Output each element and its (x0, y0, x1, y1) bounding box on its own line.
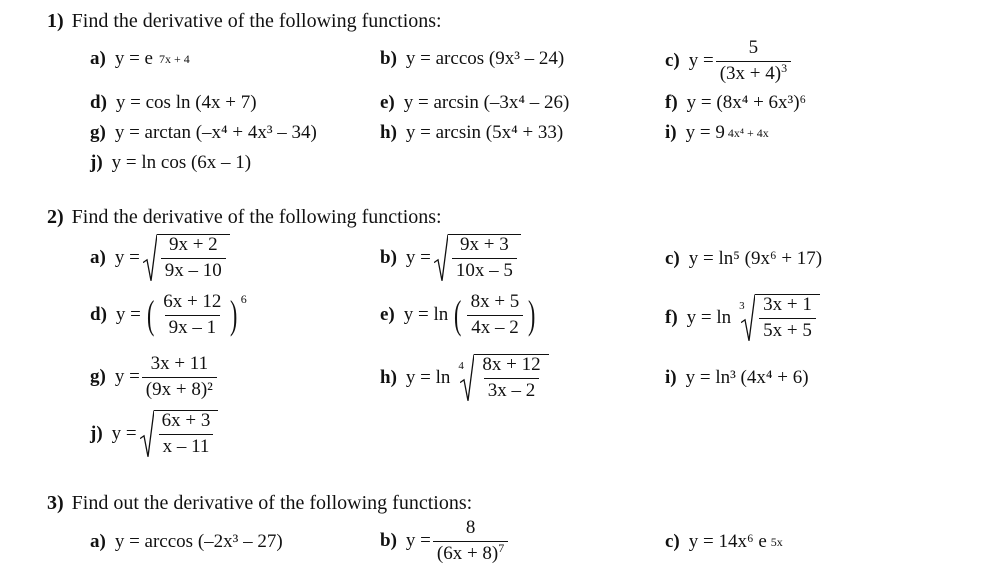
problem-2c (665, 248, 822, 270)
problem-label: i) (665, 122, 677, 143)
problem-2f (665, 294, 820, 342)
problem-label: a) (90, 48, 106, 69)
problem-label: d) (90, 92, 107, 113)
numerator: 8 (465, 517, 476, 538)
section-number: 3) (47, 492, 64, 514)
equation: y = ln⁵ (9x⁶ + 17) (688, 248, 823, 269)
cube-root (741, 294, 820, 342)
numerator: 8x + 5 (470, 291, 520, 312)
equation-lhs: y = ln (405, 366, 451, 388)
denominator: 5x + 5 (759, 318, 816, 342)
problem-label: b) (380, 246, 397, 268)
problem-label: b) (380, 530, 397, 552)
numerator: 3x + 11 (150, 353, 209, 374)
problem-1j (90, 152, 251, 174)
problem-1g (90, 122, 317, 144)
denominator: 4x – 2 (467, 315, 523, 339)
problem-2i (665, 367, 809, 389)
equation: y = arcsin (5x⁴ + 33) (405, 122, 564, 143)
equation: y = arccos (–2x³ – 27) (114, 531, 283, 552)
section-1-title (47, 10, 442, 33)
numerator: 5 (748, 37, 759, 58)
equation-lhs: y = 9 (685, 122, 725, 143)
problem-2e (380, 292, 539, 339)
problem-label: e) (380, 92, 395, 113)
problem-label: j) (90, 422, 103, 444)
problem-label: c) (665, 50, 680, 72)
root-index: 3 (739, 300, 745, 312)
equation: y = cos ln (4x + 7) (115, 92, 257, 113)
problem-label: h) (380, 122, 397, 143)
problem-label: b) (380, 48, 397, 69)
fraction (433, 518, 508, 565)
equation-lhs: y = ln (403, 304, 449, 326)
problem-label: h) (380, 366, 397, 388)
numerator: 6x + 3 (161, 410, 211, 431)
equation: y = ln cos (6x – 1) (111, 152, 252, 173)
numerator: 9x + 2 (168, 234, 218, 255)
problem-label: i) (665, 367, 677, 388)
exponent: 6 (240, 292, 247, 306)
problem-2h (380, 354, 549, 402)
numerator: 8x + 12 (482, 354, 541, 375)
fraction (142, 354, 217, 401)
equation-lhs: y = (111, 422, 137, 444)
section-instruction: Find out the derivative of the following functions: (71, 492, 473, 514)
problem-label: f) (665, 92, 678, 113)
problem-1i: i) y = 9 4x⁴ + 4x (665, 122, 769, 143)
problem-2j (90, 410, 218, 458)
denominator: 9x – 1 (165, 315, 221, 339)
problem-label: f) (665, 306, 678, 328)
equation: y = (8x⁴ + 6x³)⁶ (686, 92, 807, 113)
equation-lhs: y = (115, 304, 141, 326)
equation-lhs: y = e (114, 48, 153, 69)
section-3-title (47, 492, 472, 515)
problem-1c (665, 38, 793, 85)
problem-label: g) (90, 122, 106, 143)
section-instruction: Find the derivative of the following functions: (71, 206, 442, 228)
problem-label: j) (90, 152, 103, 173)
parenthesized-fraction: ( $\frac{8x + 5}{4x - 2}$ ) (454, 291, 536, 338)
problem-3a (90, 531, 283, 553)
problem-2d (90, 292, 247, 339)
denominator: x – 11 (159, 434, 214, 458)
equation: y = arctan (–x⁴ + 4x³ – 34) (114, 122, 317, 143)
problem-1a: a) y = e 7x + 4 (90, 48, 190, 69)
problem-1b (380, 48, 564, 70)
parenthesized-fraction: ( $\frac{6x + 12}{9x - 1}$ ) 6 (146, 291, 247, 338)
numerator: 9x + 3 (460, 234, 509, 255)
problem-label: g) (90, 366, 106, 388)
denominator: 10x – 5 (452, 258, 517, 282)
numerator: 6x + 12 (163, 291, 222, 312)
problem-label: c) (665, 248, 680, 269)
problem-3c: c) y = 14x⁶ e 5x (665, 531, 783, 552)
problem-label: c) (665, 531, 680, 552)
problem-label: d) (90, 304, 107, 326)
numerator: 3x + 1 (763, 294, 812, 315)
problem-2g (90, 354, 219, 401)
section-number: 2) (47, 206, 64, 228)
problem-label: a) (90, 531, 106, 552)
equation-lhs: y = (114, 366, 140, 388)
problem-label: e) (380, 304, 395, 326)
equation-lhs: y = (405, 246, 431, 268)
denominator: 3x – 2 (484, 378, 540, 402)
problem-2a (90, 234, 230, 282)
fraction (716, 38, 791, 85)
equation: y = arcsin (–3x⁴ – 26) (403, 92, 570, 113)
root-index: 4 (458, 360, 464, 372)
denominator: $(6x + 8)^7$ (433, 541, 508, 565)
section-2-title (47, 206, 442, 229)
fourth-root (460, 354, 548, 402)
equation: y = ln³ (4x⁴ + 6) (685, 367, 809, 388)
problem-1h (380, 122, 563, 144)
problem-2b (380, 234, 521, 282)
denominator: $(3x + 4)^3$ (716, 61, 791, 85)
section-instruction: Find the derivative of the following functions: (71, 10, 442, 32)
problem-label: a) (90, 246, 106, 268)
square-root (143, 234, 230, 282)
square-root (434, 234, 521, 282)
problem-1d (90, 92, 257, 114)
problem-1f (665, 92, 806, 114)
equation-lhs: y = ln (686, 306, 732, 328)
equation-lhs: y = (688, 50, 714, 72)
section-number: 1) (47, 10, 64, 32)
equation-lhs: y = (405, 530, 431, 552)
equation: y = arccos (9x³ – 24) (405, 48, 565, 69)
square-root (140, 410, 219, 458)
equation-lhs: y = 14x⁶ e (688, 531, 767, 552)
equation-lhs: y = (114, 246, 140, 268)
denominator: 9x – 10 (161, 258, 226, 282)
denominator: (9x + 8)² (142, 377, 217, 401)
problem-1e (380, 92, 569, 114)
problem-3b (380, 518, 510, 565)
